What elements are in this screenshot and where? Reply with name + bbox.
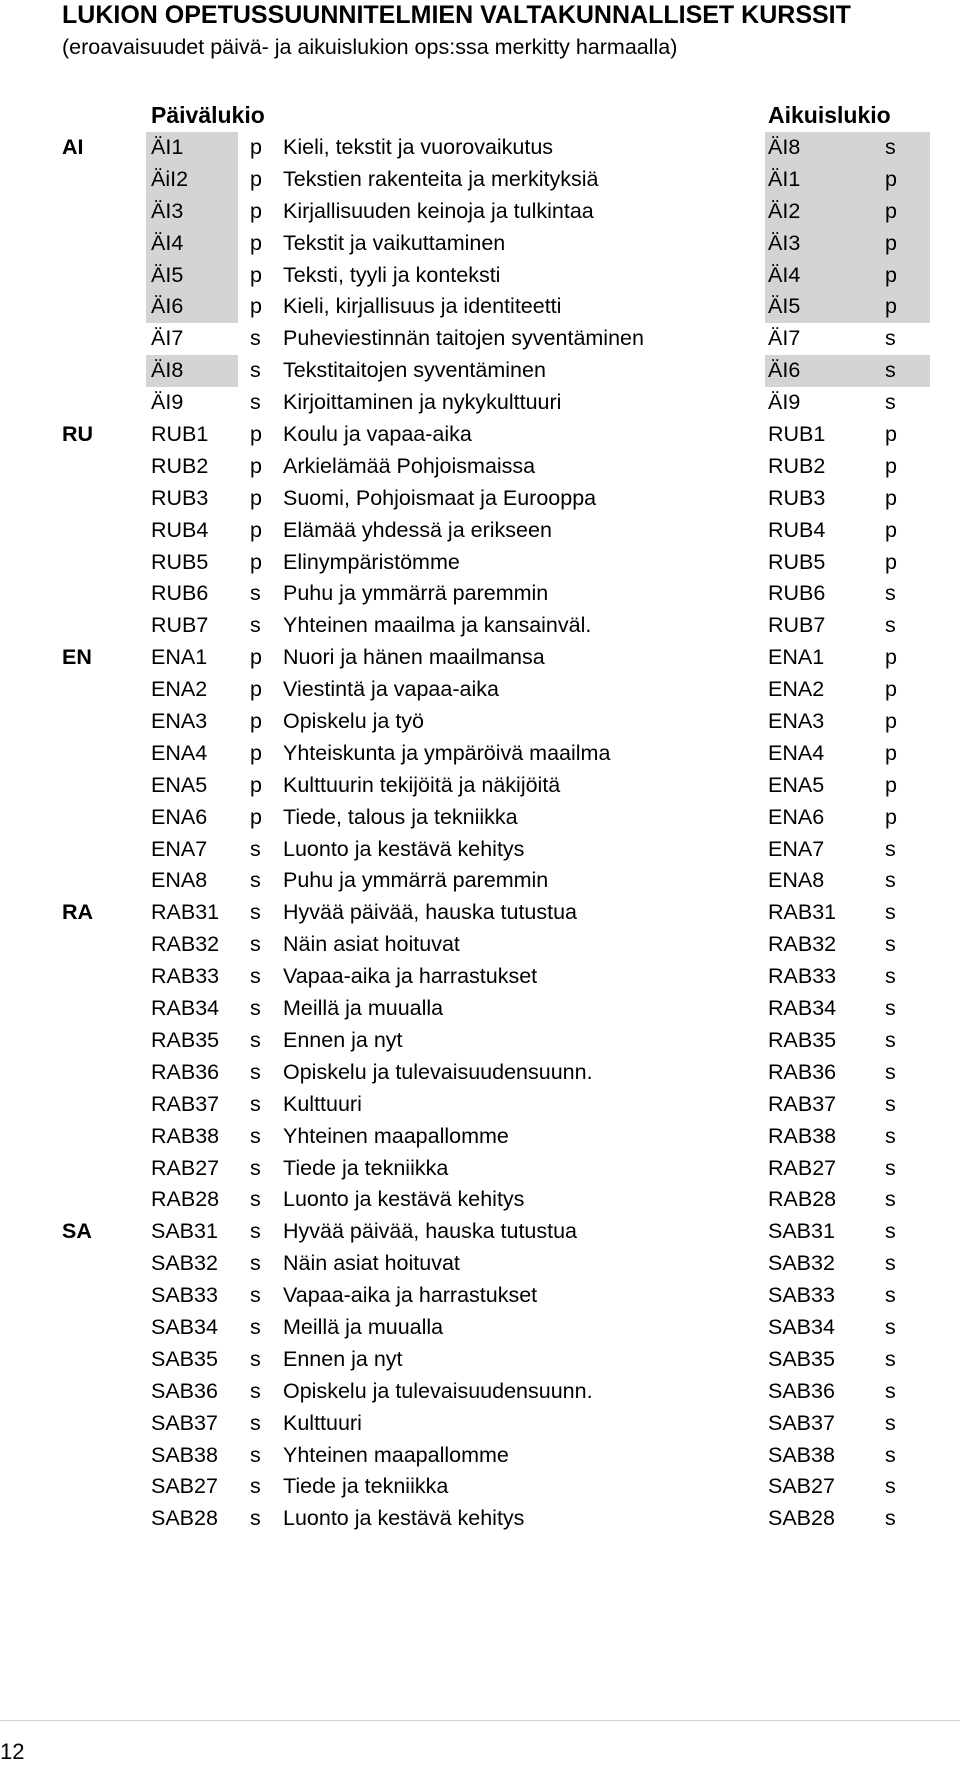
table-row — [0, 1248, 960, 1280]
course-type: s — [250, 581, 261, 606]
table-row — [0, 1376, 960, 1408]
adult-course-type: p — [885, 294, 897, 319]
course-type: s — [250, 1059, 261, 1084]
adult-course-code: RAB31 — [768, 900, 837, 925]
course-name: Luonto ja kestävä kehitys — [283, 1187, 525, 1212]
adult-course-type: s — [885, 996, 896, 1021]
course-type: s — [250, 1219, 261, 1244]
table-row — [0, 1344, 960, 1376]
adult-course-code: RUB7 — [768, 613, 826, 638]
adult-course-code: SAB35 — [768, 1346, 835, 1371]
page-subtitle: (eroavaisuudet päivä- ja aikuislukion ops:ssa merkitty harmaalla) — [62, 35, 678, 59]
course-name: Hyvää päivää, hauska tutustua — [283, 1219, 578, 1244]
adult-course-code: ÄI2 — [768, 198, 801, 223]
table-row — [0, 865, 960, 897]
course-code: ENA1 — [151, 645, 208, 670]
table-row — [0, 929, 960, 961]
subject-group-label: AI — [62, 135, 84, 159]
course-name: Elinympäristömme — [283, 549, 460, 574]
course-code: ÄiI2 — [151, 166, 189, 191]
adult-course-code: RAB34 — [768, 996, 837, 1021]
course-name: Luonto ja kestävä kehitys — [283, 1506, 525, 1531]
adult-course-type: s — [885, 1314, 896, 1339]
table-row — [0, 132, 960, 164]
table-row — [0, 834, 960, 866]
course-name: Puhu ja ymmärrä paremmin — [283, 868, 549, 893]
course-name: Yhteiskunta ja ympäröivä maailma — [283, 740, 611, 765]
adult-course-code: RAB33 — [768, 964, 837, 989]
course-name: Meillä ja muualla — [283, 996, 444, 1021]
subject-group-label: RA — [62, 900, 94, 925]
adult-course-type: s — [885, 1091, 896, 1116]
adult-course-type: s — [885, 326, 896, 351]
adult-course-code: ENA6 — [768, 804, 825, 829]
adult-course-code: ÄI8 — [768, 135, 801, 159]
table-row — [0, 1057, 960, 1089]
table-row — [0, 770, 960, 802]
table-row — [0, 1503, 960, 1535]
course-name: Yhteinen maailma ja kansainväl. — [283, 613, 592, 638]
table-row — [0, 1471, 960, 1503]
adult-course-type: s — [885, 1123, 896, 1148]
course-type: s — [250, 996, 261, 1021]
course-code: ÄI8 — [151, 358, 184, 383]
course-type: s — [250, 868, 261, 893]
course-name: Puhu ja ymmärrä paremmin — [283, 581, 549, 606]
course-name: Näin asiat hoituvat — [283, 932, 460, 957]
adult-course-code: RAB37 — [768, 1091, 837, 1116]
course-code: RAB37 — [151, 1091, 220, 1116]
table-row — [0, 1440, 960, 1472]
adult-course-code: SAB32 — [768, 1251, 835, 1276]
column-header-adult-school: Aikuislukio — [768, 102, 891, 128]
adult-course-code: RUB3 — [768, 485, 826, 510]
adult-course-code: SAB33 — [768, 1283, 835, 1308]
course-type: p — [250, 549, 262, 574]
course-code: RAB33 — [151, 964, 220, 989]
course-type: p — [250, 422, 262, 447]
table-row — [0, 706, 960, 738]
course-name: Tiede ja tekniikka — [283, 1474, 449, 1499]
course-type: s — [250, 1027, 261, 1052]
course-code: ENA6 — [151, 804, 208, 829]
adult-course-type: s — [885, 1219, 896, 1244]
course-code: RAB31 — [151, 900, 220, 925]
course-type: p — [250, 262, 262, 287]
table-row — [0, 738, 960, 770]
table-row — [0, 961, 960, 993]
footer-divider — [0, 1720, 960, 1721]
page-number: 12 — [0, 1739, 25, 1764]
adult-course-type: p — [885, 740, 897, 765]
adult-course-type: s — [885, 1027, 896, 1052]
adult-course-code: RUB1 — [768, 422, 826, 447]
course-name: Yhteinen maapallomme — [283, 1123, 509, 1148]
adult-course-code: RUB4 — [768, 517, 826, 542]
table-row — [0, 993, 960, 1025]
table-row — [0, 483, 960, 515]
table-row — [0, 802, 960, 834]
course-code: SAB35 — [151, 1346, 218, 1371]
adult-course-type: s — [885, 836, 896, 861]
course-code: SAB32 — [151, 1251, 218, 1276]
adult-course-type: s — [885, 1410, 896, 1435]
adult-course-type: s — [885, 1187, 896, 1212]
adult-course-type: p — [885, 166, 897, 191]
adult-course-type: p — [885, 453, 897, 478]
course-name: Nuori ja hänen maailmansa — [283, 645, 545, 670]
course-code: ÄI1 — [151, 135, 184, 159]
table-row — [0, 1089, 960, 1121]
course-name: Vapaa-aika ja harrastukset — [283, 1283, 538, 1308]
adult-course-type: s — [885, 1378, 896, 1403]
course-type: s — [250, 1314, 261, 1339]
course-name: Kirjallisuuden keinoja ja tulkintaa — [283, 198, 594, 223]
course-type: s — [250, 390, 261, 415]
course-code: SAB34 — [151, 1314, 218, 1339]
course-code: RAB28 — [151, 1187, 220, 1212]
course-type: s — [250, 964, 261, 989]
adult-course-code: ENA2 — [768, 677, 825, 702]
adult-course-type: s — [885, 390, 896, 415]
adult-course-code: RAB27 — [768, 1155, 837, 1180]
course-name: Tiede ja tekniikka — [283, 1155, 449, 1180]
adult-course-type: p — [885, 772, 897, 797]
course-type: s — [250, 613, 261, 638]
course-name: Opiskelu ja työ — [283, 709, 425, 734]
adult-course-code: RAB35 — [768, 1027, 837, 1052]
course-name: Viestintä ja vapaa-aika — [283, 677, 499, 702]
course-name: Kirjoittaminen ja nykykulttuuri — [283, 390, 562, 415]
adult-course-type: p — [885, 677, 897, 702]
course-code: RUB4 — [151, 517, 209, 542]
adult-course-type: s — [885, 1506, 896, 1531]
course-code: SAB37 — [151, 1410, 218, 1435]
table-row — [0, 1280, 960, 1312]
course-code: ENA2 — [151, 677, 208, 702]
course-type: s — [250, 326, 261, 351]
course-code: ÄI7 — [151, 326, 184, 351]
table-row — [0, 451, 960, 483]
course-type: s — [250, 1251, 261, 1276]
adult-course-code: RUB6 — [768, 581, 826, 606]
course-type: s — [250, 1187, 261, 1212]
subject-group-label: RU — [62, 422, 94, 447]
course-code: ÄI5 — [151, 262, 184, 287]
course-code: SAB38 — [151, 1442, 218, 1467]
subject-group-label: SA — [62, 1219, 92, 1244]
adult-course-code: SAB34 — [768, 1314, 835, 1339]
adult-course-type: s — [885, 932, 896, 957]
course-code: ENA5 — [151, 772, 208, 797]
course-code: RUB3 — [151, 485, 209, 510]
course-name: Kulttuurin tekijöitä ja näkijöitä — [283, 772, 561, 797]
course-name: Meillä ja muualla — [283, 1314, 444, 1339]
adult-course-code: ÄI7 — [768, 326, 801, 351]
course-name: Teksti, tyyli ja konteksti — [283, 262, 501, 287]
table-row — [0, 897, 960, 929]
adult-course-type: s — [885, 1346, 896, 1371]
adult-course-type: s — [885, 1251, 896, 1276]
adult-course-type: p — [885, 517, 897, 542]
table-row — [0, 1216, 960, 1248]
adult-course-code: ENA4 — [768, 740, 825, 765]
adult-course-type: p — [885, 230, 897, 255]
course-code: RAB38 — [151, 1123, 220, 1148]
course-name: Yhteinen maapallomme — [283, 1442, 509, 1467]
adult-course-type: s — [885, 1283, 896, 1308]
page-title: LUKION OPETUSSUUNNITELMIEN VALTAKUNNALLISET KURSSIT — [62, 1, 851, 29]
course-code: SAB36 — [151, 1378, 218, 1403]
course-name: Tiede, talous ja tekniikka — [283, 804, 518, 829]
table-row — [0, 355, 960, 387]
table-row — [0, 419, 960, 451]
adult-course-code: RAB36 — [768, 1059, 837, 1084]
adult-course-type: p — [885, 485, 897, 510]
course-name: Opiskelu ja tulevaisuudensuunn. — [283, 1378, 593, 1403]
course-type: s — [250, 1410, 261, 1435]
course-code: ÄI9 — [151, 390, 184, 415]
adult-course-type: s — [885, 1059, 896, 1084]
course-type: p — [250, 740, 262, 765]
course-name: Vapaa-aika ja harrastukset — [283, 964, 538, 989]
course-code: RUB7 — [151, 613, 209, 638]
course-type: s — [250, 1155, 261, 1180]
adult-course-type: p — [885, 804, 897, 829]
course-name: Kieli, tekstit ja vuorovaikutus — [283, 135, 554, 159]
adult-course-type: p — [885, 422, 897, 447]
table-row — [0, 1025, 960, 1057]
adult-course-code: RAB32 — [768, 932, 837, 957]
adult-course-code: ENA1 — [768, 645, 825, 670]
adult-course-type: s — [885, 613, 896, 638]
adult-course-type: s — [885, 1442, 896, 1467]
course-code: SAB33 — [151, 1283, 218, 1308]
course-name: Ennen ja nyt — [283, 1346, 403, 1371]
course-name: Hyvää päivää, hauska tutustua — [283, 900, 578, 925]
adult-course-code: ENA5 — [768, 772, 825, 797]
course-type: s — [250, 900, 261, 925]
table-row — [0, 1312, 960, 1344]
adult-course-code: SAB38 — [768, 1442, 835, 1467]
adult-course-code: SAB36 — [768, 1378, 835, 1403]
course-code: RUB5 — [151, 549, 209, 574]
course-name: Opiskelu ja tulevaisuudensuunn. — [283, 1059, 593, 1084]
adult-course-type: s — [885, 1474, 896, 1499]
course-code: ENA7 — [151, 836, 208, 861]
course-name: Ennen ja nyt — [283, 1027, 403, 1052]
course-code: RAB34 — [151, 996, 220, 1021]
table-row — [0, 1153, 960, 1185]
adult-course-type: p — [885, 198, 897, 223]
adult-course-code: RAB28 — [768, 1187, 837, 1212]
course-type: p — [250, 166, 262, 191]
course-code: RAB32 — [151, 932, 220, 957]
course-type: p — [250, 453, 262, 478]
course-name: Puheviestinnän taitojen syventäminen — [283, 326, 644, 351]
course-name: Elämää yhdessä ja erikseen — [283, 517, 552, 542]
course-type: s — [250, 836, 261, 861]
adult-course-code: ÄI4 — [768, 262, 801, 287]
table-row — [0, 164, 960, 196]
course-type: s — [250, 1474, 261, 1499]
course-type: p — [250, 772, 262, 797]
adult-course-code: ENA8 — [768, 868, 825, 893]
course-type: s — [250, 1346, 261, 1371]
adult-course-code: SAB27 — [768, 1474, 835, 1499]
adult-course-code: SAB37 — [768, 1410, 835, 1435]
adult-course-type: s — [885, 1155, 896, 1180]
course-code: RUB1 — [151, 422, 209, 447]
table-row — [0, 1408, 960, 1440]
adult-course-type: s — [885, 868, 896, 893]
course-code: ÄI6 — [151, 294, 184, 319]
course-code: RAB27 — [151, 1155, 220, 1180]
course-type: p — [250, 645, 262, 670]
table-row — [0, 323, 960, 355]
adult-course-type: p — [885, 645, 897, 670]
course-name: Luonto ja kestävä kehitys — [283, 836, 525, 861]
adult-course-code: ENA3 — [768, 709, 825, 734]
adult-course-code: ÄI3 — [768, 230, 801, 255]
course-code: RAB36 — [151, 1059, 220, 1084]
adult-course-type: p — [885, 549, 897, 574]
adult-course-type: s — [885, 581, 896, 606]
course-code: SAB31 — [151, 1219, 218, 1244]
course-name: Kulttuuri — [283, 1410, 362, 1435]
course-code: ENA4 — [151, 740, 208, 765]
course-type: s — [250, 1283, 261, 1308]
course-code: RUB6 — [151, 581, 209, 606]
course-type: p — [250, 804, 262, 829]
course-name: Kieli, kirjallisuus ja identiteetti — [283, 294, 562, 319]
adult-course-code: ENA7 — [768, 836, 825, 861]
course-name: Kulttuuri — [283, 1091, 362, 1116]
adult-course-type: s — [885, 358, 896, 383]
adult-course-type: s — [885, 964, 896, 989]
adult-course-code: RUB5 — [768, 549, 826, 574]
course-type: s — [250, 1442, 261, 1467]
course-type: s — [250, 358, 261, 383]
course-type: p — [250, 485, 262, 510]
course-type: p — [250, 230, 262, 255]
table-row — [0, 260, 960, 292]
column-header-day-school: Päivälukio — [151, 102, 265, 128]
course-table — [0, 132, 960, 1535]
table-row — [0, 387, 960, 419]
adult-course-code: SAB28 — [768, 1506, 835, 1531]
course-type: s — [250, 1091, 261, 1116]
course-name: Tekstitaitojen syventäminen — [283, 358, 546, 383]
course-name: Koulu ja vapaa-aika — [283, 422, 472, 447]
course-code: RAB35 — [151, 1027, 220, 1052]
adult-course-type: s — [885, 900, 896, 925]
course-name: Suomi, Pohjoismaat ja Eurooppa — [283, 485, 597, 510]
course-type: p — [250, 709, 262, 734]
table-row — [0, 547, 960, 579]
subject-group-label: EN — [62, 645, 92, 670]
course-code: SAB27 — [151, 1474, 218, 1499]
course-type: p — [250, 677, 262, 702]
adult-course-code: ÄI1 — [768, 166, 801, 191]
table-row — [0, 674, 960, 706]
course-code: RUB2 — [151, 453, 209, 478]
table-row — [0, 610, 960, 642]
table-row — [0, 1121, 960, 1153]
course-code: SAB28 — [151, 1506, 218, 1531]
table-row — [0, 1184, 960, 1216]
course-type: p — [250, 517, 262, 542]
table-row — [0, 578, 960, 610]
course-code: ENA8 — [151, 868, 208, 893]
course-type: s — [250, 1378, 261, 1403]
adult-course-code: SAB31 — [768, 1219, 835, 1244]
adult-course-code: ÄI9 — [768, 390, 801, 415]
course-type: s — [250, 932, 261, 957]
course-name: Tekstien rakenteita ja merkityksiä — [283, 166, 599, 191]
course-code: ENA3 — [151, 709, 208, 734]
course-name: Tekstit ja vaikuttaminen — [283, 230, 506, 255]
adult-course-code: ÄI6 — [768, 358, 801, 383]
course-code: ÄI4 — [151, 230, 184, 255]
course-type: s — [250, 1123, 261, 1148]
adult-course-type: p — [885, 709, 897, 734]
course-type: p — [250, 198, 262, 223]
course-type: p — [250, 135, 262, 159]
adult-course-type: p — [885, 262, 897, 287]
course-type: s — [250, 1506, 261, 1531]
adult-course-type: s — [885, 135, 896, 159]
course-name: Arkielämää Pohjoismaissa — [283, 453, 536, 478]
course-name: Näin asiat hoituvat — [283, 1251, 460, 1276]
adult-course-code: RAB38 — [768, 1123, 837, 1148]
table-row — [0, 642, 960, 674]
table-row — [0, 291, 960, 323]
table-row — [0, 515, 960, 547]
course-code: ÄI3 — [151, 198, 184, 223]
adult-course-code: ÄI5 — [768, 294, 801, 319]
table-row — [0, 228, 960, 260]
adult-course-code: RUB2 — [768, 453, 826, 478]
table-row — [0, 196, 960, 228]
course-type: p — [250, 294, 262, 319]
